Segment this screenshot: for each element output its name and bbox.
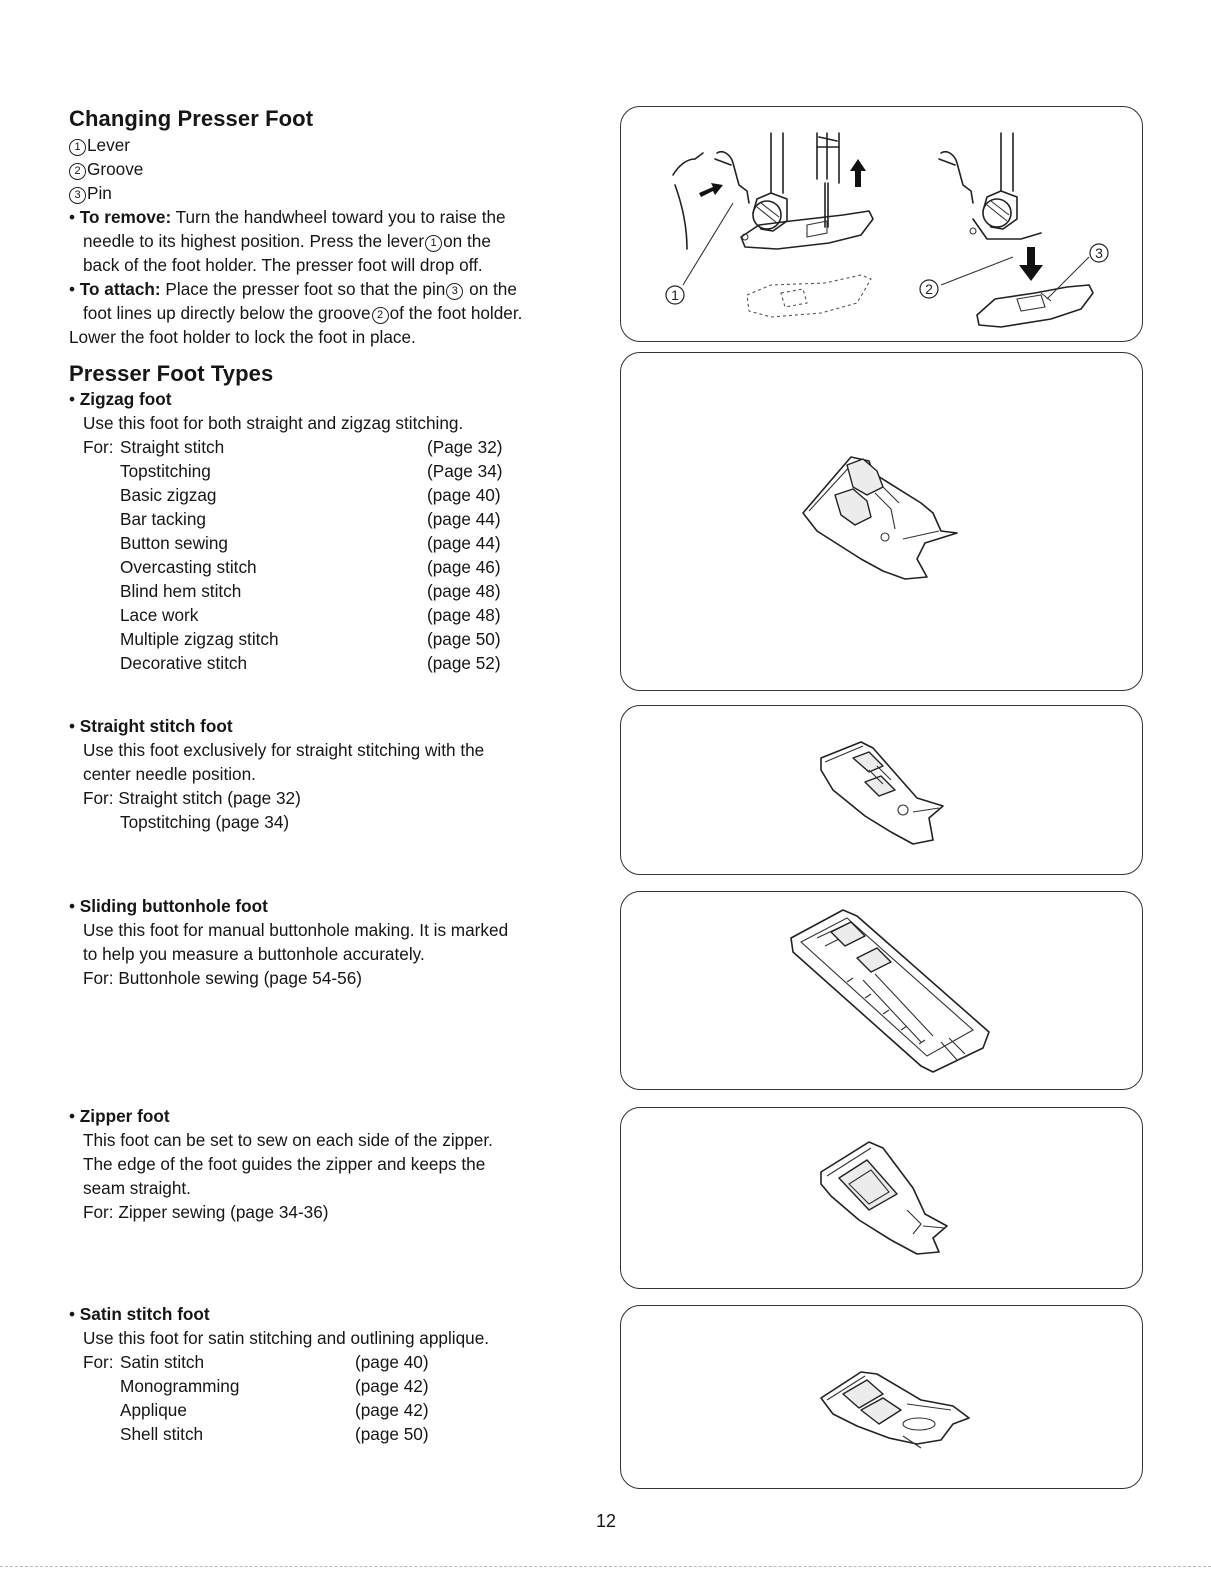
illustration-sliding-buttonhole-foot: [620, 891, 1143, 1090]
legend-label: Groove: [87, 159, 144, 179]
remove-instructions: [69, 205, 506, 277]
text-line: of the foot holder.: [389, 303, 523, 323]
satin-foot-section: [69, 1302, 489, 1350]
text-line: Turn the handwheel toward you to raise the: [171, 207, 506, 227]
illustration-straight-foot: [620, 705, 1143, 875]
section-title-presser-foot-types: Presser Foot Types: [69, 361, 274, 386]
legend-label: Lever: [87, 135, 130, 155]
usage-label: Straight stitch: [120, 437, 225, 457]
usage-page: (page 46): [427, 557, 501, 577]
text-line: Lower the foot holder to lock the foot in place.: [69, 327, 416, 347]
circled-number: 3: [69, 187, 86, 204]
usage-label: Satin stitch: [120, 1352, 205, 1372]
arrow-right-icon: [699, 183, 723, 197]
section-title-changing-presser-foot: Changing Presser Foot: [69, 106, 314, 131]
foot-description: Use this foot for manual buttonhole making. It is marked: [83, 920, 509, 940]
usage-label: Overcasting stitch: [120, 557, 257, 577]
bullet: •: [69, 1106, 80, 1126]
usage-page: (page 42): [355, 1400, 429, 1420]
sliding-buttonhole-foot-section: [69, 894, 508, 990]
bullet: •: [69, 279, 80, 299]
foot-description: Use this foot for satin stitching and outlining applique.: [83, 1328, 490, 1348]
usage-page: (Page 34): [427, 461, 503, 481]
bullet: •: [69, 207, 80, 227]
foot-description: seam straight.: [83, 1178, 191, 1198]
foot-name: Zigzag foot: [79, 389, 172, 409]
usage-label: Applique: [120, 1400, 187, 1420]
legend-item-lever: [69, 133, 143, 157]
changing-foot-drawing: [621, 107, 1144, 343]
usage-page: (Page 32): [427, 437, 503, 457]
satin-foot-drawing: [621, 1306, 1144, 1490]
usage-label: Shell stitch: [120, 1424, 204, 1444]
callout-label-2: 2: [925, 281, 933, 297]
foot-description: Use this foot for both straight and zigzag stitching.: [83, 413, 464, 433]
usage-page: (page 40): [355, 1352, 429, 1372]
usage-label: Button sewing: [120, 533, 228, 553]
usage-page: (page 50): [427, 629, 501, 649]
illustration-zigzag-foot: [620, 352, 1143, 691]
usage-page: (page 44): [427, 509, 501, 529]
foot-name: Zipper foot: [79, 1106, 170, 1126]
usage-label: Basic zigzag: [120, 485, 217, 505]
foot-name: Straight stitch foot: [79, 716, 233, 736]
usage-page: (page 50): [355, 1424, 429, 1444]
legend-item-pin: [69, 181, 143, 205]
bullet: •: [69, 896, 80, 916]
text-line: on the: [443, 231, 491, 251]
usage-page: (page 40): [427, 485, 501, 505]
foot-description: The edge of the foot guides the zipper and keeps the: [83, 1154, 486, 1174]
for-label: For:: [83, 437, 114, 457]
foot-name: Satin stitch foot: [79, 1304, 210, 1324]
straight-foot-section: [69, 714, 484, 834]
usage-line: For: Buttonhole sewing (page 54-56): [83, 968, 362, 988]
text-line: back of the foot holder. The presser foot will drop off.: [83, 255, 483, 275]
circled-number: 1: [69, 139, 86, 156]
text-line: foot lines up directly below the groove: [83, 303, 371, 323]
attach-heading: To attach:: [79, 279, 161, 299]
usage-label: Lace work: [120, 605, 199, 625]
zipper-foot-drawing: [621, 1108, 1144, 1290]
circled-number: 2: [372, 307, 389, 324]
foot-description: This foot can be set to sew on each side of the zipper.: [83, 1130, 493, 1150]
illustration-satin-foot: [620, 1305, 1143, 1489]
arrow-up-icon: [850, 159, 866, 187]
zipper-foot-section: [69, 1104, 493, 1224]
legend-item-groove: [69, 157, 143, 181]
circled-number: 1: [425, 235, 442, 252]
illustration-changing-foot: [620, 106, 1143, 342]
page-bottom-rule: [0, 1566, 1211, 1567]
zigzag-foot-section: [69, 387, 463, 435]
arrow-down-icon: [1019, 247, 1043, 281]
legend-label: Pin: [87, 183, 112, 203]
usage-label: Decorative stitch: [120, 653, 248, 673]
usage-label: Bar tacking: [120, 509, 206, 529]
usage-line: For: Straight stitch (page 32): [83, 788, 301, 808]
usage-line: Topstitching (page 34): [120, 812, 290, 832]
callout-label-3: 3: [1095, 245, 1103, 261]
usage-label: Monogramming: [120, 1376, 240, 1396]
bullet: •: [69, 389, 80, 409]
foot-name: Sliding buttonhole foot: [79, 896, 268, 916]
bullet: •: [69, 716, 80, 736]
straight-foot-drawing: [621, 706, 1144, 876]
text-line: needle to its highest position. Press the lever: [83, 231, 425, 251]
usage-page: (page 42): [355, 1376, 429, 1396]
bullet: •: [69, 1304, 80, 1324]
page-number: 12: [596, 1511, 617, 1531]
usage-label: Topstitching: [120, 461, 211, 481]
attach-instructions: [69, 277, 522, 349]
foot-description: to help you measure a buttonhole accurately.: [83, 944, 425, 964]
usage-line: For: Zipper sewing (page 34-36): [83, 1202, 329, 1222]
usage-page: (page 48): [427, 605, 501, 625]
illustration-zipper-foot: [620, 1107, 1143, 1289]
parts-legend: [69, 133, 143, 205]
usage-page: (page 44): [427, 533, 501, 553]
text-line: Place the presser foot so that the pin: [160, 279, 446, 299]
text-line: on the: [464, 279, 517, 299]
remove-heading: To remove:: [79, 207, 172, 227]
circled-number: 3: [446, 283, 463, 300]
usage-label: Blind hem stitch: [120, 581, 242, 601]
circled-number: 2: [69, 163, 86, 180]
zigzag-foot-drawing: [621, 353, 1144, 692]
foot-description: center needle position.: [83, 764, 256, 784]
callout-label-1: 1: [671, 287, 679, 303]
usage-page: (page 52): [427, 653, 501, 673]
sliding-buttonhole-foot-drawing: [621, 892, 1144, 1091]
usage-label: Multiple zigzag stitch: [120, 629, 279, 649]
foot-description: Use this foot exclusively for straight stitching with the: [83, 740, 485, 760]
usage-page: (page 48): [427, 581, 501, 601]
for-label: For:: [83, 1352, 114, 1372]
